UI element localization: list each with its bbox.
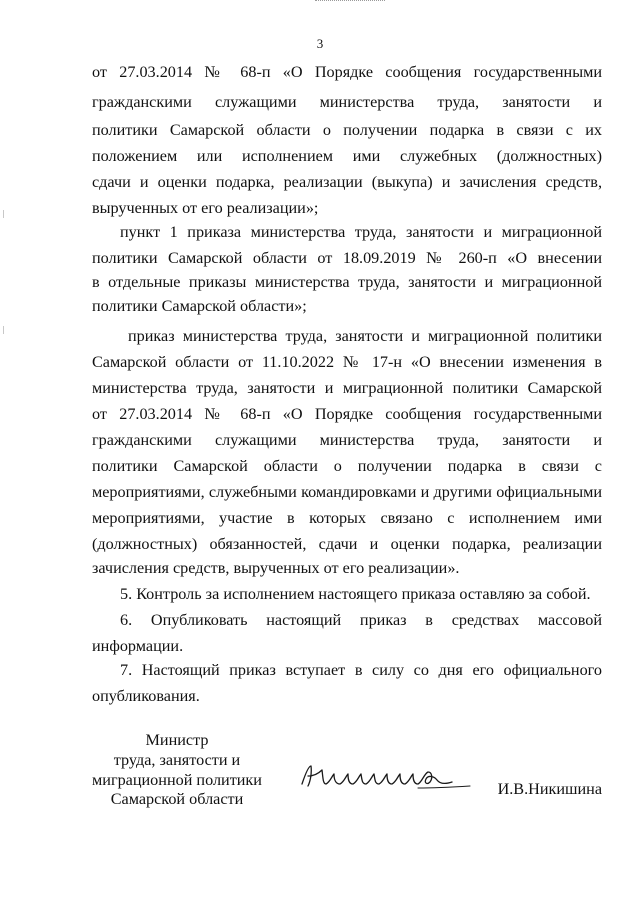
- paragraph-line: политики Самарской области о получении подарка в связи с их: [92, 121, 602, 139]
- paragraph-line: мероприятиями, служебными командировками и другими официальными: [92, 483, 602, 501]
- paragraph-line: информации.: [92, 637, 184, 655]
- signer-title-line: миграционной политики: [92, 771, 262, 789]
- paragraph-line: Самарской области от 11.10.2022 № 17-н «О внесении изменения в: [92, 353, 602, 371]
- paragraph-line: гражданскими служащими министерства труда, занятости и: [92, 93, 602, 111]
- paragraph-line: 7. Настоящий приказ вступает в силу со дня его официального: [120, 661, 602, 679]
- paragraph-line: пункт 1 приказа министерства труда, занятости и миграционной: [120, 223, 602, 241]
- handwritten-signature: [296, 758, 476, 796]
- paragraph-line: политики Самарской области о получении подарка в связи с: [92, 457, 602, 475]
- paragraph-line: от 27.03.2014 № 68-п «О Порядке сообщения государственными: [92, 405, 602, 423]
- paragraph-line: вырученных от его реализации»;: [92, 199, 319, 217]
- scan-edge-mark: [3, 326, 4, 334]
- signer-title-line: Самарской области: [110, 790, 244, 808]
- paragraph-line: мероприятиями, участие в которых связано с исполнением ими: [92, 509, 602, 527]
- scan-top-mark: [315, 0, 385, 4]
- paragraph-line: политики Самарской области от 18.09.2019 № 260-п «О внесении: [92, 249, 602, 267]
- paragraph-line: (должностных) обязанностей, сдачи и оценки подарка, реализации: [92, 535, 602, 553]
- page-number: 3: [316, 36, 324, 51]
- paragraph-line: министерства труда, занятости и миграционной политики Самарской: [92, 379, 602, 397]
- paragraph-line: политики Самарской области»;: [92, 297, 307, 315]
- signer-name: И.В.Никишина: [497, 780, 602, 798]
- paragraph-line: зачисления средств, вырученных от его реализации».: [92, 559, 460, 577]
- paragraph-line: положением или исполнением ими служебных (должностных): [92, 147, 602, 165]
- paragraph-line: в отдельные приказы министерства труда, занятости и миграционной: [92, 273, 602, 291]
- paragraph-line: гражданскими служащими министерства труда, занятости и: [92, 431, 602, 449]
- signer-title-line: Министр: [145, 731, 209, 749]
- paragraph-line: 6. Опубликовать настоящий приказ в средствах массовой: [120, 611, 602, 629]
- paragraph-line: опубликования.: [92, 687, 200, 705]
- paragraph-line: от 27.03.2014 № 68-п «О Порядке сообщения государственными: [92, 63, 602, 81]
- paragraph-line: 5. Контроль за исполнением настоящего приказа оставляю за собой.: [120, 585, 591, 603]
- signer-title-line: труда, занятости и: [113, 751, 241, 769]
- paragraph-line: сдачи и оценки подарка, реализации (выкупа) и зачисления средств,: [92, 173, 602, 191]
- scan-edge-mark: [3, 210, 4, 218]
- paragraph-line: приказ министерства труда, занятости и миграционной политики: [128, 327, 602, 345]
